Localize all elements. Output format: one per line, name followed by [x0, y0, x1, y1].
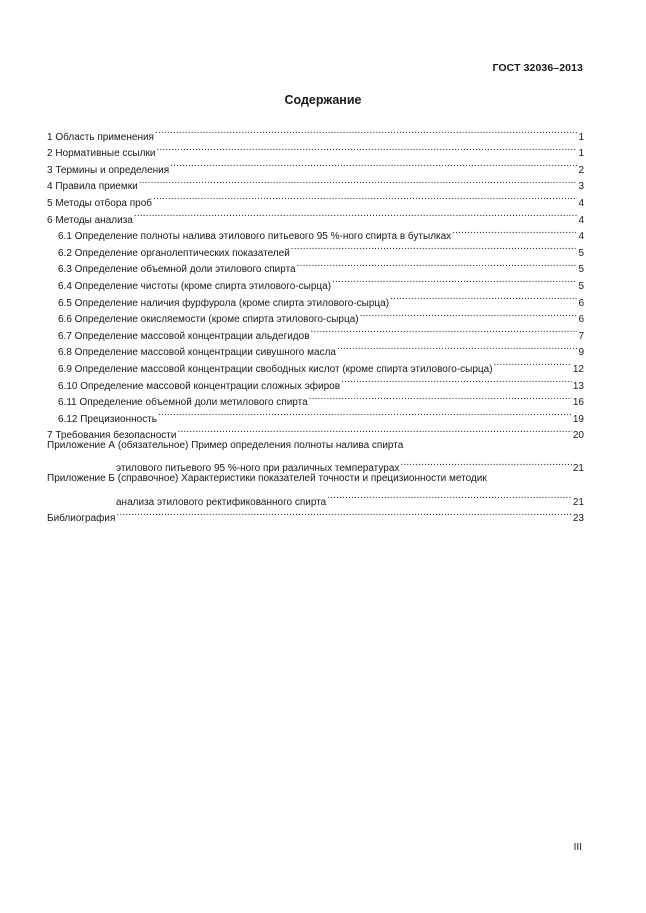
- toc-entry-title: Приложение Б (справочное) Характеристики показателей точности и прецизионности методик: [47, 473, 487, 485]
- toc-entry-page: 19: [572, 413, 584, 425]
- dot-leader: [311, 322, 578, 339]
- toc-entry-title: 7 Требования безопасности: [47, 430, 177, 442]
- dot-leader: [170, 156, 577, 173]
- toc-entry-title: 6.11 Определение объемной доли метилового спирта: [58, 397, 308, 409]
- dot-leader: [156, 140, 577, 157]
- toc-entry-page: 6: [578, 314, 584, 326]
- toc-entry-title: 6.5 Определение наличия фурфурола (кроме спирта этилового-сырца): [58, 297, 390, 309]
- document-code: ГОСТ 32036–2013: [492, 62, 583, 74]
- dot-leader: [139, 173, 578, 190]
- toc-entry-page: 21: [572, 463, 584, 475]
- dot-leader: [452, 223, 577, 240]
- toc-entry-page: 1: [578, 131, 584, 143]
- dot-leader: [494, 355, 572, 372]
- toc-entry-title: 1 Область применения: [47, 131, 154, 143]
- toc-annex-b-line1[interactable]: [47, 471, 584, 488]
- toc-entry-title: 6.2 Определение органолептических показателей: [58, 247, 290, 259]
- toc-entry-title: Приложение А (обязательное) Пример определения полноты налива спирта: [47, 440, 404, 452]
- toc-bibliography[interactable]: [47, 505, 584, 525]
- toc-entry-page: 2: [578, 164, 584, 176]
- toc-entry-title: анализа этилового ректификованного спирта: [116, 496, 327, 508]
- toc-entry-title: 4 Правила приемки: [47, 181, 138, 193]
- toc-entry-title: 6.10 Определение массовой концентрации сложных эфиров: [58, 380, 341, 392]
- toc-entry-page: 7: [578, 330, 584, 342]
- toc-entry-page: 3: [578, 181, 584, 193]
- toc-entry-page: 4: [578, 197, 584, 209]
- toc-entry-title: 6.8 Определение массовой концентрации сивушного масла: [58, 347, 336, 359]
- toc-entry-page: 4: [578, 214, 584, 226]
- toc-entry-title: этилового питьевого 95 %-ного при различных температурах: [116, 463, 400, 475]
- toc-entry-title: 5 Методы отбора проб: [47, 197, 152, 209]
- dot-leader: [390, 289, 577, 306]
- toc-entry-title: 6 Методы анализа: [47, 214, 133, 226]
- toc-entry-page: 9: [578, 347, 584, 359]
- dot-leader: [158, 405, 572, 422]
- toc-entry-page: 13: [572, 380, 584, 392]
- dot-leader: [116, 505, 571, 522]
- toc-entry-page: 1: [578, 148, 584, 160]
- toc-entry-page: 21: [572, 496, 584, 508]
- toc-entry-title: 2 Нормативные ссылки: [47, 148, 156, 160]
- toc-entry-page: 23: [572, 513, 584, 525]
- page-folio: III: [573, 842, 582, 853]
- dot-leader: [177, 422, 571, 439]
- dot-leader: [327, 488, 572, 505]
- dot-leader: [155, 123, 577, 140]
- toc-entry-title: 6.12 Прецизионность: [58, 413, 157, 425]
- toc-entry-title: 6.9 Определение массовой концентрации свободных кислот (кроме спирта этилового-сырца): [58, 363, 493, 375]
- toc-entry-title: 6.6 Определение окисляемости (кроме спирта этилового-сырца): [58, 314, 359, 326]
- toc-entry-title: Библиография: [47, 513, 116, 525]
- dot-leader: [337, 339, 577, 356]
- dot-leader: [332, 272, 577, 289]
- toc-entry-page: 20: [572, 430, 584, 442]
- dot-leader: [297, 256, 578, 273]
- toc-annex-a-line1[interactable]: [47, 438, 584, 455]
- dot-leader: [360, 306, 578, 323]
- toc-entry-page: 16: [572, 397, 584, 409]
- toc-entry-page: 6: [578, 297, 584, 309]
- toc-entry-title: 3 Термины и определения: [47, 164, 170, 176]
- dot-leader: [153, 189, 577, 206]
- toc-entry-page: 12: [572, 363, 584, 375]
- dot-leader: [291, 239, 578, 256]
- toc-annex-b-line2[interactable]: [47, 488, 584, 508]
- toc-annex-a-line2[interactable]: [47, 455, 584, 475]
- toc-entry[interactable]: [47, 123, 584, 143]
- dot-leader: [341, 372, 572, 389]
- toc-entry-title: 6.4 Определение чистоты (кроме спирта этилового-сырца): [58, 280, 332, 292]
- table-of-contents: [47, 123, 584, 525]
- dot-leader: [309, 389, 572, 406]
- toc-entry-title: 6.1 Определение полноты налива этилового питьевого 95 %-ного спирта в бутылках: [58, 231, 452, 243]
- toc-entry-title: 6.3 Определение объемной доли этилового спирта: [58, 264, 296, 276]
- toc-entry-page: 5: [578, 280, 584, 292]
- toc-entry-title: 6.7 Определение массовой концентрации альдегидов: [58, 330, 310, 342]
- toc-entry-page: 5: [578, 264, 584, 276]
- toc-heading: Содержание: [284, 93, 362, 107]
- toc-entry-page: 4: [578, 231, 584, 243]
- dot-leader: [400, 455, 572, 472]
- dot-leader: [134, 206, 578, 223]
- toc-entry-page: 5: [578, 247, 584, 259]
